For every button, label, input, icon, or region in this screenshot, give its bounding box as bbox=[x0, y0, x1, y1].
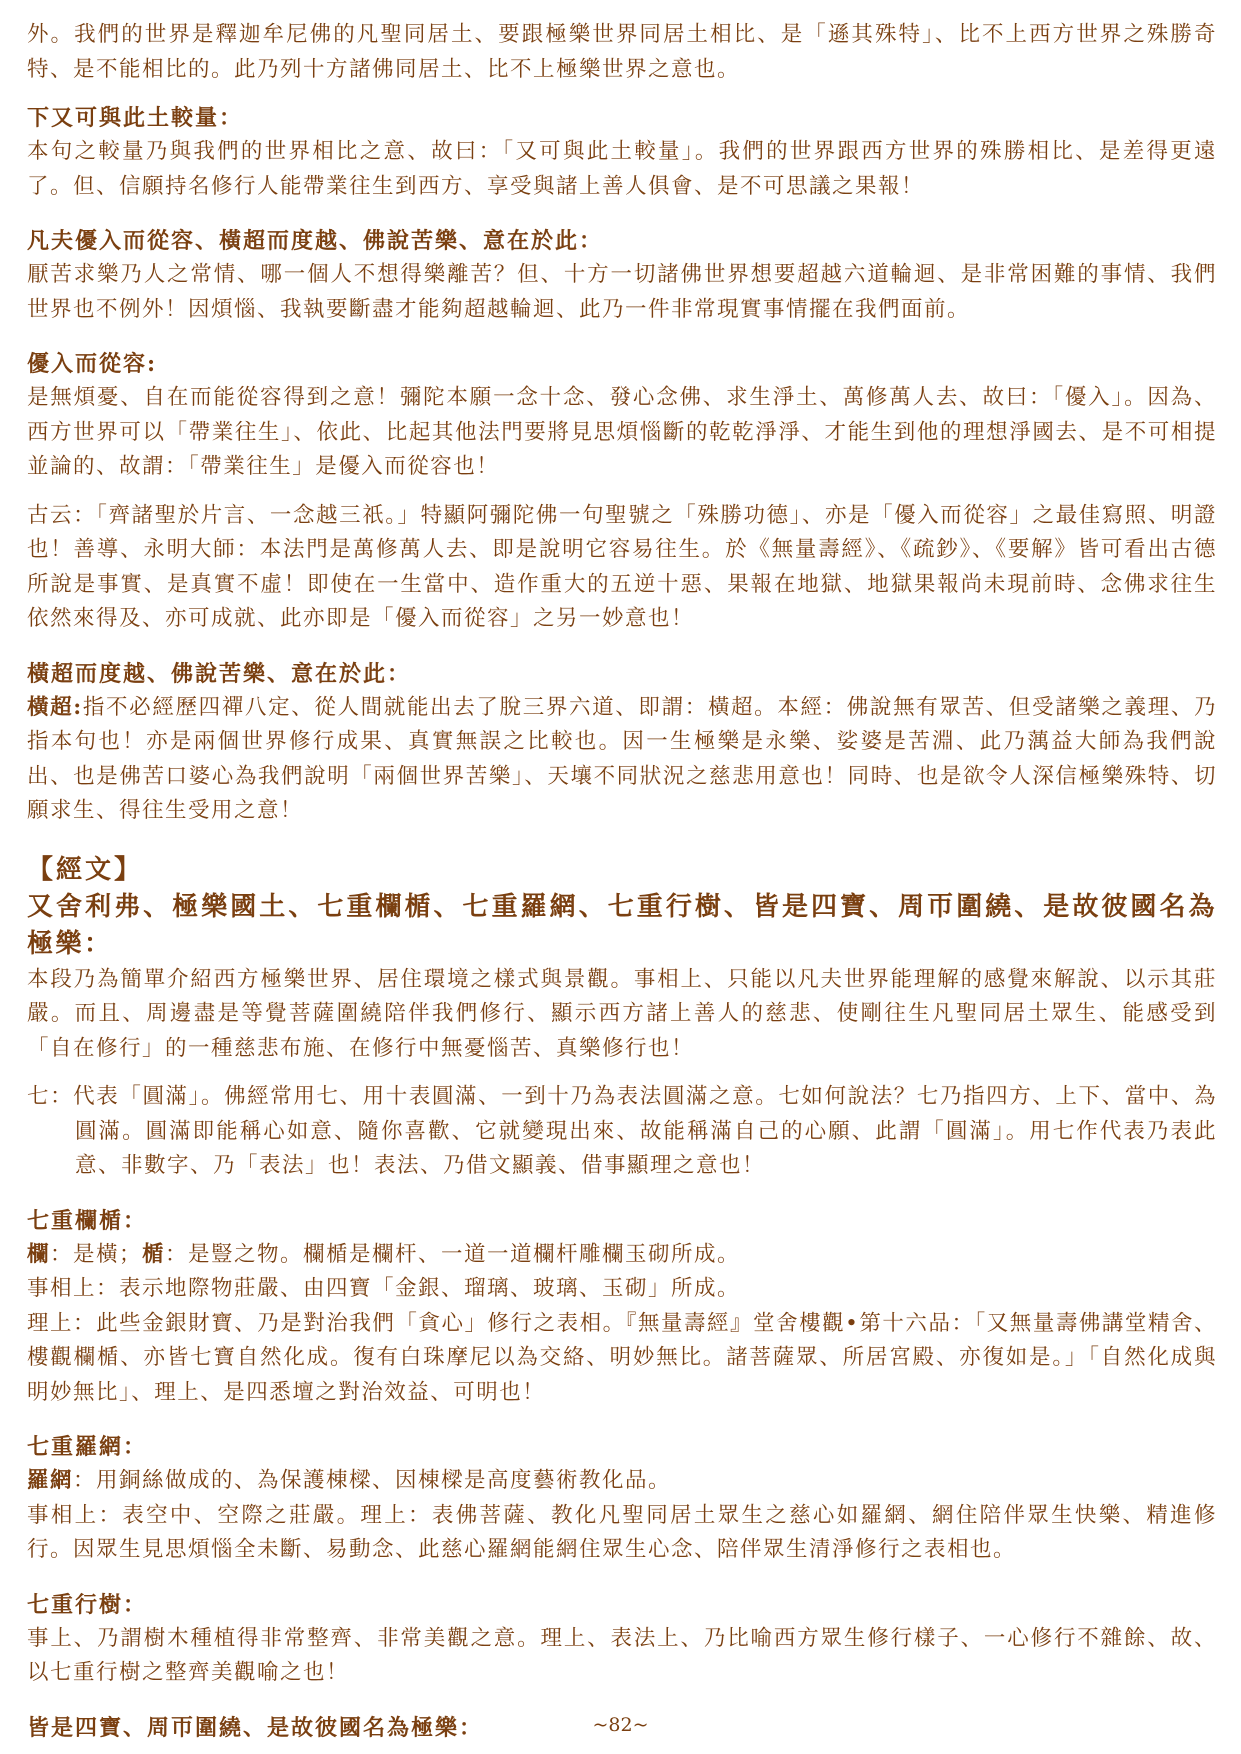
section-heading: 橫超而度越、佛說苦樂、意在於此： bbox=[27, 660, 412, 687]
paragraph: 厭苦求樂乃人之常情、哪一個人不想得樂離苦？但、十方一切諸佛世界想要超越六道輪迴、是非常困難的事情、我們世界也不例外！因煩惱、我執要斷盡才能夠超越輪迴、此乃一件非常現實事情擺在我們面前。 bbox=[27, 262, 1217, 322]
paragraph bbox=[27, 1238, 1217, 1273]
paragraph: 理上：此些金銀財寶、乃是對治我們「貪心」修行之表相。『無量壽經』堂舍樓觀•第十六品：「又無量壽佛講堂精舍、樓觀欄楯、亦皆七寶自然化成。復有白珠摩尼以為交絡、明妙無比。諸菩薩眾、所居宮殿、亦復如是。」「自然化成與明妙無比」、理上、是四悉壇之對治效益、可明也！ bbox=[27, 1310, 1217, 1405]
term-text: ：是豎之物。欄楯是欄杆、一道一道欄杆雕欄玉砌所成。 bbox=[165, 1241, 741, 1267]
section-heading: 優入而從容: bbox=[27, 351, 158, 377]
paragraph: 事相上：表示地際物莊嚴、由四寶「金銀、瑠璃、玻璃、玉砌」所成。 bbox=[27, 1276, 741, 1301]
section-heading: 七重行樹： bbox=[27, 1591, 148, 1618]
term-text: ：是橫； bbox=[50, 1241, 143, 1267]
section-heading: 七重欄楯： bbox=[27, 1207, 148, 1234]
section-heading: 皆是四寶、周帀圍繞、是故彼國名為極樂： bbox=[27, 1714, 484, 1741]
term-label: 橫超: bbox=[27, 694, 83, 720]
paragraph: 外。我們的世界是釋迦牟尼佛的凡聖同居土、要跟極樂世界同居土相比、是「遜其殊特」、比不上西方世界之殊勝奇特、是不能相比的。此乃列十方諸佛同居土、比不上極樂世界之意也。 bbox=[27, 22, 1217, 82]
paragraph: 事上、乃謂樹木種植得非常整齊、非常美觀之意。理上、表法上、乃比喻西方眾生修行樣子、一心修行不雜餘、故、以七重行樹之整齊美觀喻之也！ bbox=[27, 1625, 1217, 1685]
page-body bbox=[27, 18, 1217, 1745]
term-label: 楯 bbox=[142, 1241, 166, 1267]
term-text: ：用銅絲做成的、為保護棟樑、因棟樑是高度藝術教化品。 bbox=[73, 1468, 672, 1493]
section-heading: 凡夫優入而從容、橫超而度越、佛說苦樂、意在於此： bbox=[27, 228, 604, 254]
sutra-label: 【經文】 bbox=[27, 854, 144, 885]
term-label: 羅網 bbox=[27, 1468, 74, 1493]
section-heading: 下又可與此土較量： bbox=[27, 105, 244, 131]
term-label: 欄 bbox=[27, 1241, 51, 1267]
paragraph: 事相上：表空中、空際之莊嚴。理上：表佛菩薩、教化凡聖同居土眾生之慈心如羅網、網住陪伴眾生快樂、精進修行。因眾生見思煩惱全未斷、易動念、此慈心羅網能網住眾生心念、陪伴眾生清淨修行之表相也。 bbox=[27, 1502, 1217, 1562]
section-heading: 七重羅網： bbox=[27, 1434, 148, 1460]
paragraph: 古云：「齊諸聖於片言、一念越三祇。」特顯阿彌陀佛一句聖號之「殊勝功德」、亦是「優入而從容」之最佳寫照、明證也！善導、永明大師：本法門是萬修萬人去、即是說明它容易往生。於《無量壽經》、《疏鈔》、《要解》皆可看出古德所說是事實、是真實不虛！即使在一生當中、造作重大的五逆十惡、果報在地獄、地獄果報尚未現前時、念佛求往生依然來得及、亦可成就、此亦即是「優入而從容」之另一妙意也！ bbox=[27, 502, 1217, 631]
paragraph: 七：代表「圓滿」。佛經常用七、用十表圓滿、一到十乃為表法圓滿之意。七如何說法？七乃指四方、上下、當中、為圓滿。圓滿即能稱心如意、隨你喜歡、它就變現出來、故能稱滿自己的心願、此謂「圓滿」。用七作代表乃表此意、非數字、乃「表法」也！表法、乃借文顯義、借事顯理之意也！ bbox=[27, 1084, 1217, 1178]
paragraph bbox=[27, 691, 1217, 829]
paragraph: 本段乃為簡單介紹西方極樂世界、居住環境之樣式與景觀。事相上、只能以凡夫世界能理解的感覺來解說、以示其莊嚴。而且、周邊盡是等覺菩薩圍繞陪伴我們修行、顯示西方諸上善人的慈悲、使剛往生凡聖同居土眾生、能感受到「自在修行」的一種慈悲布施、在修行中無憂惱苦、真樂修行也！ bbox=[27, 966, 1217, 1061]
paragraph: 是無煩憂、自在而能從容得到之意！彌陀本願一念十念、發心念佛、求生淨土、萬修萬人去、故曰：「優入」。因為、西方世界可以「帶業往生」、依此、比起其他法門要將見思煩惱斷的乾乾淨淨、才能生到他的理想淨國去、是不可相提並論的、故謂：「帶業往生」是優入而從容也！ bbox=[27, 385, 1217, 479]
paragraph: 本句之較量乃與我們的世界相比之意、故曰：「又可與此土較量」。我們的世界跟西方世界的殊勝相比、是差得更遠了。但、信願持名修行人能帶業往生到西方、享受與諸上善人俱會、是不可思議之果報！ bbox=[27, 139, 1217, 199]
paragraph bbox=[27, 1464, 1217, 1499]
sutra-text: 又舍利弗、極樂國土、七重欄楯、七重羅網、七重行樹、皆是四寶、周帀圍繞、是故彼國名為極樂： bbox=[27, 891, 1217, 959]
term-text: 指不必經歷四禪八定、從人間就能出去了脫三界六道、即謂：橫超。本經：佛說無有眾苦、但受諸樂之義理、乃指本句也！亦是兩個世界修行成果、真實無誤之比較也。因一生極樂是永樂、娑婆是苦淵、此乃蕅益大師為我們說出、也是佛苦口婆心為我們說明「兩個世界苦樂」、天壤不同狀況之慈悲用意也！同時、也是欲令人深信極樂殊特、切願求生、得往生受用之意！ bbox=[27, 694, 1217, 823]
page-number: ~82~ bbox=[592, 1714, 649, 1736]
